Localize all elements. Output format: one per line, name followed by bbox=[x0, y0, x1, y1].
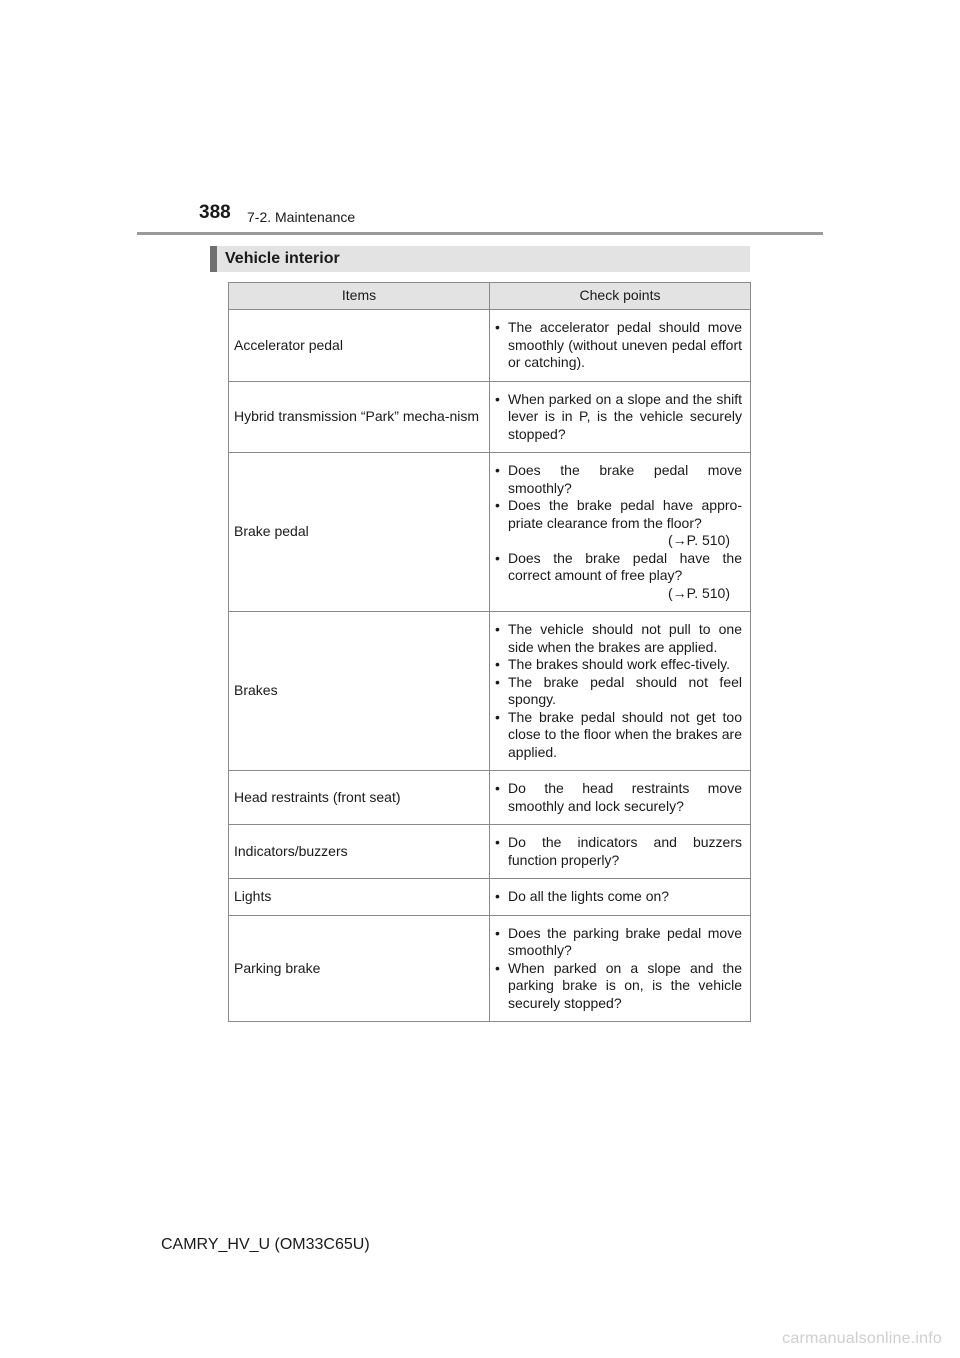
check-text: Does the brake pedal have appro-priate clearance from the floor? bbox=[508, 497, 742, 531]
check-points-cell bbox=[490, 381, 751, 453]
check-item bbox=[495, 550, 742, 603]
bullet-icon: • bbox=[495, 621, 500, 637]
page-reference: (→P. 510) bbox=[668, 584, 730, 601]
bullet-icon: • bbox=[495, 390, 500, 407]
inspection-table bbox=[228, 282, 751, 1022]
table-row bbox=[229, 381, 751, 453]
check-points-cell bbox=[490, 825, 751, 879]
check-item bbox=[495, 462, 742, 497]
column-header-items: Items bbox=[229, 283, 490, 310]
page-reference: (→P. 510) bbox=[668, 532, 730, 548]
check-item bbox=[495, 960, 742, 1013]
bullet-icon: • bbox=[495, 834, 500, 850]
check-text: Do the head restraints move smoothly and lock securely? bbox=[508, 780, 742, 814]
check-item bbox=[495, 319, 742, 372]
check-text: The accelerator pedal should move smoothly (without uneven pedal effort or catching). bbox=[508, 319, 742, 370]
column-header-check-points: Check points bbox=[490, 283, 751, 310]
item-cell: Indicators/buzzers bbox=[229, 825, 490, 879]
check-text: The vehicle should not pull to one side when the brakes are applied. bbox=[508, 621, 742, 655]
check-list bbox=[495, 925, 742, 1013]
check-text: The brake pedal should not feel spongy. bbox=[508, 673, 742, 707]
bullet-icon: • bbox=[495, 462, 500, 478]
check-item bbox=[495, 497, 742, 550]
check-points-cell bbox=[490, 453, 751, 612]
bullet-icon: • bbox=[495, 888, 500, 904]
check-points-cell bbox=[490, 612, 751, 771]
check-item bbox=[495, 780, 742, 815]
table-body bbox=[229, 310, 751, 1022]
header-divider bbox=[137, 232, 823, 235]
check-item bbox=[495, 925, 742, 960]
bullet-icon: • bbox=[495, 319, 500, 335]
table-row bbox=[229, 453, 751, 612]
check-points-cell bbox=[490, 771, 751, 825]
check-text: When parked on a slope and the parking brake is on, is the vehicle securely stopped? bbox=[508, 959, 742, 1011]
table-row bbox=[229, 612, 751, 771]
check-list bbox=[495, 462, 742, 602]
check-item bbox=[495, 674, 742, 709]
item-cell: Accelerator pedal bbox=[229, 310, 490, 382]
document-code: CAMRY_HV_U (OM33C65U) bbox=[161, 1236, 370, 1253]
item-cell: Hybrid transmission “Park” mecha-nism bbox=[229, 381, 490, 453]
table-row bbox=[229, 915, 751, 1022]
item-cell: Head restraints (front seat) bbox=[229, 771, 490, 825]
bullet-icon: • bbox=[495, 673, 500, 690]
check-list bbox=[495, 888, 742, 906]
item-cell: Brakes bbox=[229, 612, 490, 771]
page-header bbox=[0, 0, 960, 240]
table-row bbox=[229, 771, 751, 825]
bullet-icon: • bbox=[495, 549, 500, 566]
bullet-icon: • bbox=[495, 656, 500, 672]
check-text: Do all the lights come on? bbox=[508, 888, 670, 904]
watermark-text: carmanualsonline.info bbox=[782, 1330, 942, 1347]
item-cell: Parking brake bbox=[229, 915, 490, 1022]
check-points-cell bbox=[490, 879, 751, 916]
table-header-row bbox=[229, 283, 751, 310]
section-title-bar bbox=[210, 246, 750, 272]
check-item bbox=[495, 621, 742, 656]
check-text: Does the brake pedal move smoothly? bbox=[508, 462, 742, 496]
check-text: Do the indicators and buzzers function properly? bbox=[508, 834, 742, 868]
check-text: Does the parking brake pedal move smoothly? bbox=[508, 924, 742, 958]
check-text: Does the brake pedal have the correct amount of free play? bbox=[508, 549, 742, 583]
check-list bbox=[495, 391, 742, 444]
check-list bbox=[495, 621, 742, 761]
page-number: 388 bbox=[199, 202, 231, 223]
check-item bbox=[495, 888, 742, 906]
item-cell: Brake pedal bbox=[229, 453, 490, 612]
check-text: When parked on a slope and the shift lever is in P, is the vehicle securely stopped? bbox=[508, 390, 742, 442]
bullet-icon: • bbox=[495, 780, 500, 796]
table-row bbox=[229, 825, 751, 879]
item-cell: Lights bbox=[229, 879, 490, 916]
check-points-cell bbox=[490, 310, 751, 382]
section-label: 7-2. Maintenance bbox=[247, 209, 356, 225]
check-item bbox=[495, 834, 742, 869]
check-list bbox=[495, 834, 742, 869]
bullet-icon: • bbox=[495, 959, 500, 976]
check-points-cell bbox=[490, 915, 751, 1022]
check-list bbox=[495, 780, 742, 815]
check-item bbox=[495, 391, 742, 444]
bullet-icon: • bbox=[495, 708, 500, 725]
bullet-icon: • bbox=[495, 497, 500, 513]
check-text: The brakes should work effec-tively. bbox=[508, 656, 731, 672]
check-list bbox=[495, 319, 742, 372]
table-row bbox=[229, 310, 751, 382]
table-row bbox=[229, 879, 751, 916]
section-title: Vehicle interior bbox=[225, 250, 340, 267]
bullet-icon: • bbox=[495, 924, 500, 941]
check-item bbox=[495, 709, 742, 762]
check-item bbox=[495, 656, 742, 674]
check-text: The brake pedal should not get too close to the floor when the brakes are applied. bbox=[508, 708, 742, 760]
